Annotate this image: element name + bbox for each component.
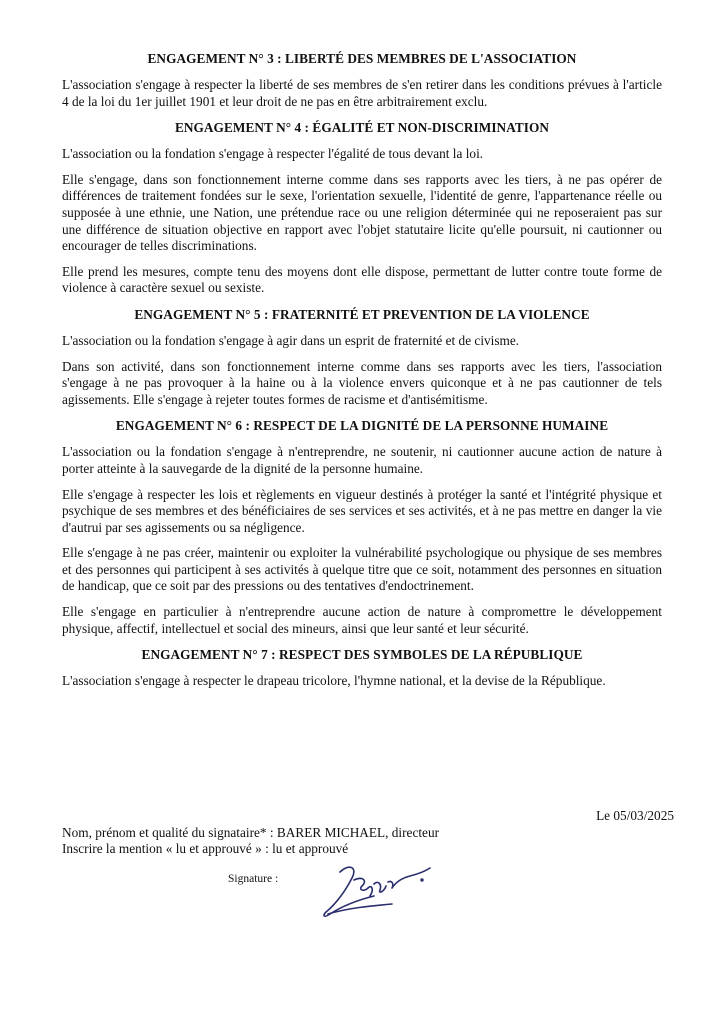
engagement-5-paragraph-1: L'association ou la fondation s'engage à agir dans un esprit de fraternité et de civisme. — [62, 332, 520, 348]
engagement-6-paragraph-1: L'association ou la fondation s'engage à n'entreprendre, ne soutenir, ni cautionner aucune action de nature à porter atteinte à la sauvegarde de la dignité de la personne humaine. — [62, 444, 662, 476]
signature-date: Le 05/03/2025 — [596, 808, 674, 823]
engagement-3-section — [62, 50, 662, 110]
signatory-block — [62, 825, 439, 858]
handwritten-signature — [318, 858, 436, 922]
document-body — [62, 50, 662, 699]
engagement-6-section — [62, 417, 662, 637]
engagement-7-section — [62, 646, 662, 690]
signature-label: Signature : — [228, 873, 279, 885]
engagement-4-heading: ENGAGEMENT N° 4 : ÉGALITÉ ET NON-DISCRIMINATION — [174, 120, 550, 136]
engagement-6-paragraph-4: Elle s'engage en particulier à n'entreprendre aucune action de nature à compromettre le développement physique, affectif, intellectuel et social des mineurs, ainsi que leur santé et leur sécurité. — [62, 604, 662, 636]
engagement-3-heading: ENGAGEMENT N° 3 : LIBERTÉ DES MEMBRES DE L'ASSOCIATION — [147, 51, 577, 66]
engagement-6-paragraph-3: Elle s'engage à ne pas créer, maintenir ou exploiter la vulnérabilité psychologique ou physique de ses membres et des personnes qui participent à ses activités à quelque titre que ce soit, notamment des personnes en situation de handicap, que ce soit par des pressions ou des tentatives d'endoctrinement. — [62, 545, 662, 594]
engagement-5-section — [62, 306, 662, 408]
engagement-5-heading: ENGAGEMENT N° 5 : FRATERNITÉ ET PREVENTION DE LA VIOLENCE — [134, 306, 590, 322]
engagement-3-paragraph-1: L'association s'engage à respecter la liberté de ses membres de s'en retirer dans les conditions prévues à l'article 4 de la loi du 1er juillet 1901 et leur droit de ne pas en être arbitrairement exclu. — [62, 77, 662, 109]
engagement-7-heading: ENGAGEMENT N° 7 : RESPECT DES SYMBOLES DE LA RÉPUBLIQUE — [141, 647, 583, 663]
mention-line: Inscrire la mention « lu et approuvé » : lu et approuvé — [62, 841, 349, 857]
engagement-7-paragraph-1: L'association s'engage à respecter le drapeau tricolore, l'hymne national, et la devise de la République. — [62, 673, 606, 689]
engagement-4-paragraph-1: L'association ou la fondation s'engage à respecter l'égalité de tous devant la loi. — [62, 146, 484, 162]
engagement-4-paragraph-3: Elle prend les mesures, compte tenu des moyens dont elle dispose, permettant de lutter contre toute forme de violence à caractère sexuel ou sexiste. — [62, 263, 662, 296]
engagement-6-paragraph-2: Elle s'engage à respecter les lois et règlements en vigueur destinés à protéger la santé et l'intégrité physique et psychique de ses membres et des bénéficiaires de ses services et ses activités, et à ne pas mettre en danger la vie d'autrui par ses agissements ou sa négligence. — [62, 486, 662, 535]
engagement-5-paragraph-2: Dans son activité, dans son fonctionnement interne comme dans ses rapports avec les tiers, l'association s'engage à ne pas provoquer à la haine ou à la violence envers quiconque et à ne pas cautionner de tels agissements. Elle s'engage à rejeter toutes formes de racisme et d'antisémitisme. — [62, 358, 662, 407]
engagement-4-paragraph-2: Elle s'engage, dans son fonctionnement interne comme dans ses rapports avec les tiers, à ne pas opérer de différences de traitement fondées sur le sexe, l'orientation sexuelle, l'identité de genre, l'appartenance réelle ou supposée à une ethnie, une Nation, une prétendue race ou une religion déterminée qui ne reposeraient pas sur une différence de situation objective en rapport avec l'objet statutaire licite qu'elle poursuit, ni cautionner ou encourager de telles discriminations. — [62, 171, 662, 254]
signatory-line: Nom, prénom et qualité du signataire* : BARER MICHAEL, directeur — [62, 825, 440, 840]
engagement-6-heading: ENGAGEMENT N° 6 : RESPECT DE LA DIGNITÉ DE LA PERSONNE HUMAINE — [115, 418, 609, 434]
engagement-4-section — [62, 119, 662, 297]
